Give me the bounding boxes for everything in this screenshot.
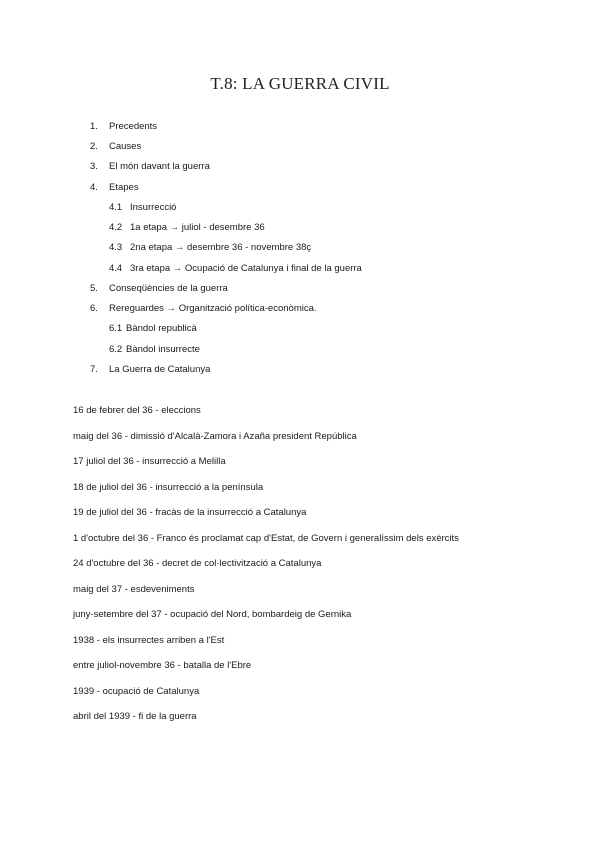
timeline-event: juny-setembre del 37 - ocupació del Nord, bombardeig de Gernika [73,609,352,620]
outline-subitem [109,202,176,213]
outline-label: La Guerra de Catalunya [109,364,211,375]
outline-subitem [109,344,200,355]
outline-subitem [109,263,362,274]
timeline-event: 17 juliol del 36 - insurrecció a Melilla [73,456,226,467]
outline-label: Causes [109,141,142,152]
outline-subitem [109,323,197,334]
outline-item [90,364,210,375]
timeline-event: maig del 37 - esdeveniments [73,584,195,595]
outline-item [90,161,210,172]
page-title: T.8: LA GUERRA CIVIL [210,74,390,93]
outline-item [90,141,141,152]
outline-label: 2na etapa → desembre 36 - novembre 38ç [130,242,312,253]
outline-number: 5. [90,283,98,294]
outline-number: 1. [90,121,98,132]
timeline-event: 18 de juliol del 36 - insurrecció a la península [73,482,264,493]
outline-label: Precedents [109,121,158,132]
timeline-event: 19 de juliol del 36 - fracàs de la insurrecció a Catalunya [73,507,307,518]
outline-label: Conseqüències de la guerra [109,283,228,294]
outline-item [90,283,228,294]
outline-label: El món davant la guerra [109,161,210,172]
outline-number: 6. [90,303,98,314]
outline-item [90,121,157,132]
timeline-event: entre juliol-novembre 36 - batalla de l'Ebre [73,660,252,671]
outline-subitem [109,222,265,233]
outline-number: 2. [90,141,98,152]
outline-label: Insurrecció [130,202,177,213]
outline-number: 4.3 [109,242,123,253]
timeline-event: 24 d'octubre del 36 - decret de col·lectivització a Catalunya [73,558,322,569]
outline-number: 3. [90,161,98,172]
timeline-event: maig del 36 - dimissió d'Alcalà-Zamora i Azaña president República [73,431,357,442]
timeline-event: 16 de febrer del 36 - eleccions [73,405,201,416]
outline-label: Bàndol insurrecte [126,344,200,355]
outline-number: 4. [90,182,98,193]
outline-label: Etapes [109,182,139,193]
timeline-event: 1938 - els insurrectes arriben a l'Est [73,635,225,646]
timeline-event: 1939 - ocupació de Catalunya [73,686,200,697]
timeline-event: 1 d'octubre del 36 - Franco és proclamat cap d'Estat, de Govern i generalíssim dels exèrcits [73,533,459,544]
outline-label: 3ra etapa → Ocupació de Catalunya i final de la guerra [130,263,362,274]
outline-number: 6.2 [109,344,123,355]
outline-label: Rereguardes → Organització política-econòmica. [109,303,317,314]
outline-item [90,182,139,193]
outline-label: 1a etapa → juliol - desembre 36 [130,222,265,233]
outline-subitem [109,242,311,253]
outline-label: Bàndol republicà [126,323,197,334]
outline-number: 4.1 [109,202,123,213]
outline-number: 4.2 [109,222,123,233]
outline-item [90,303,317,314]
outline-number: 6.1 [109,323,123,334]
timeline-event: abril del 1939 - fi de la guerra [73,711,197,722]
outline-number: 4.4 [109,263,123,274]
outline-number: 7. [90,364,98,375]
